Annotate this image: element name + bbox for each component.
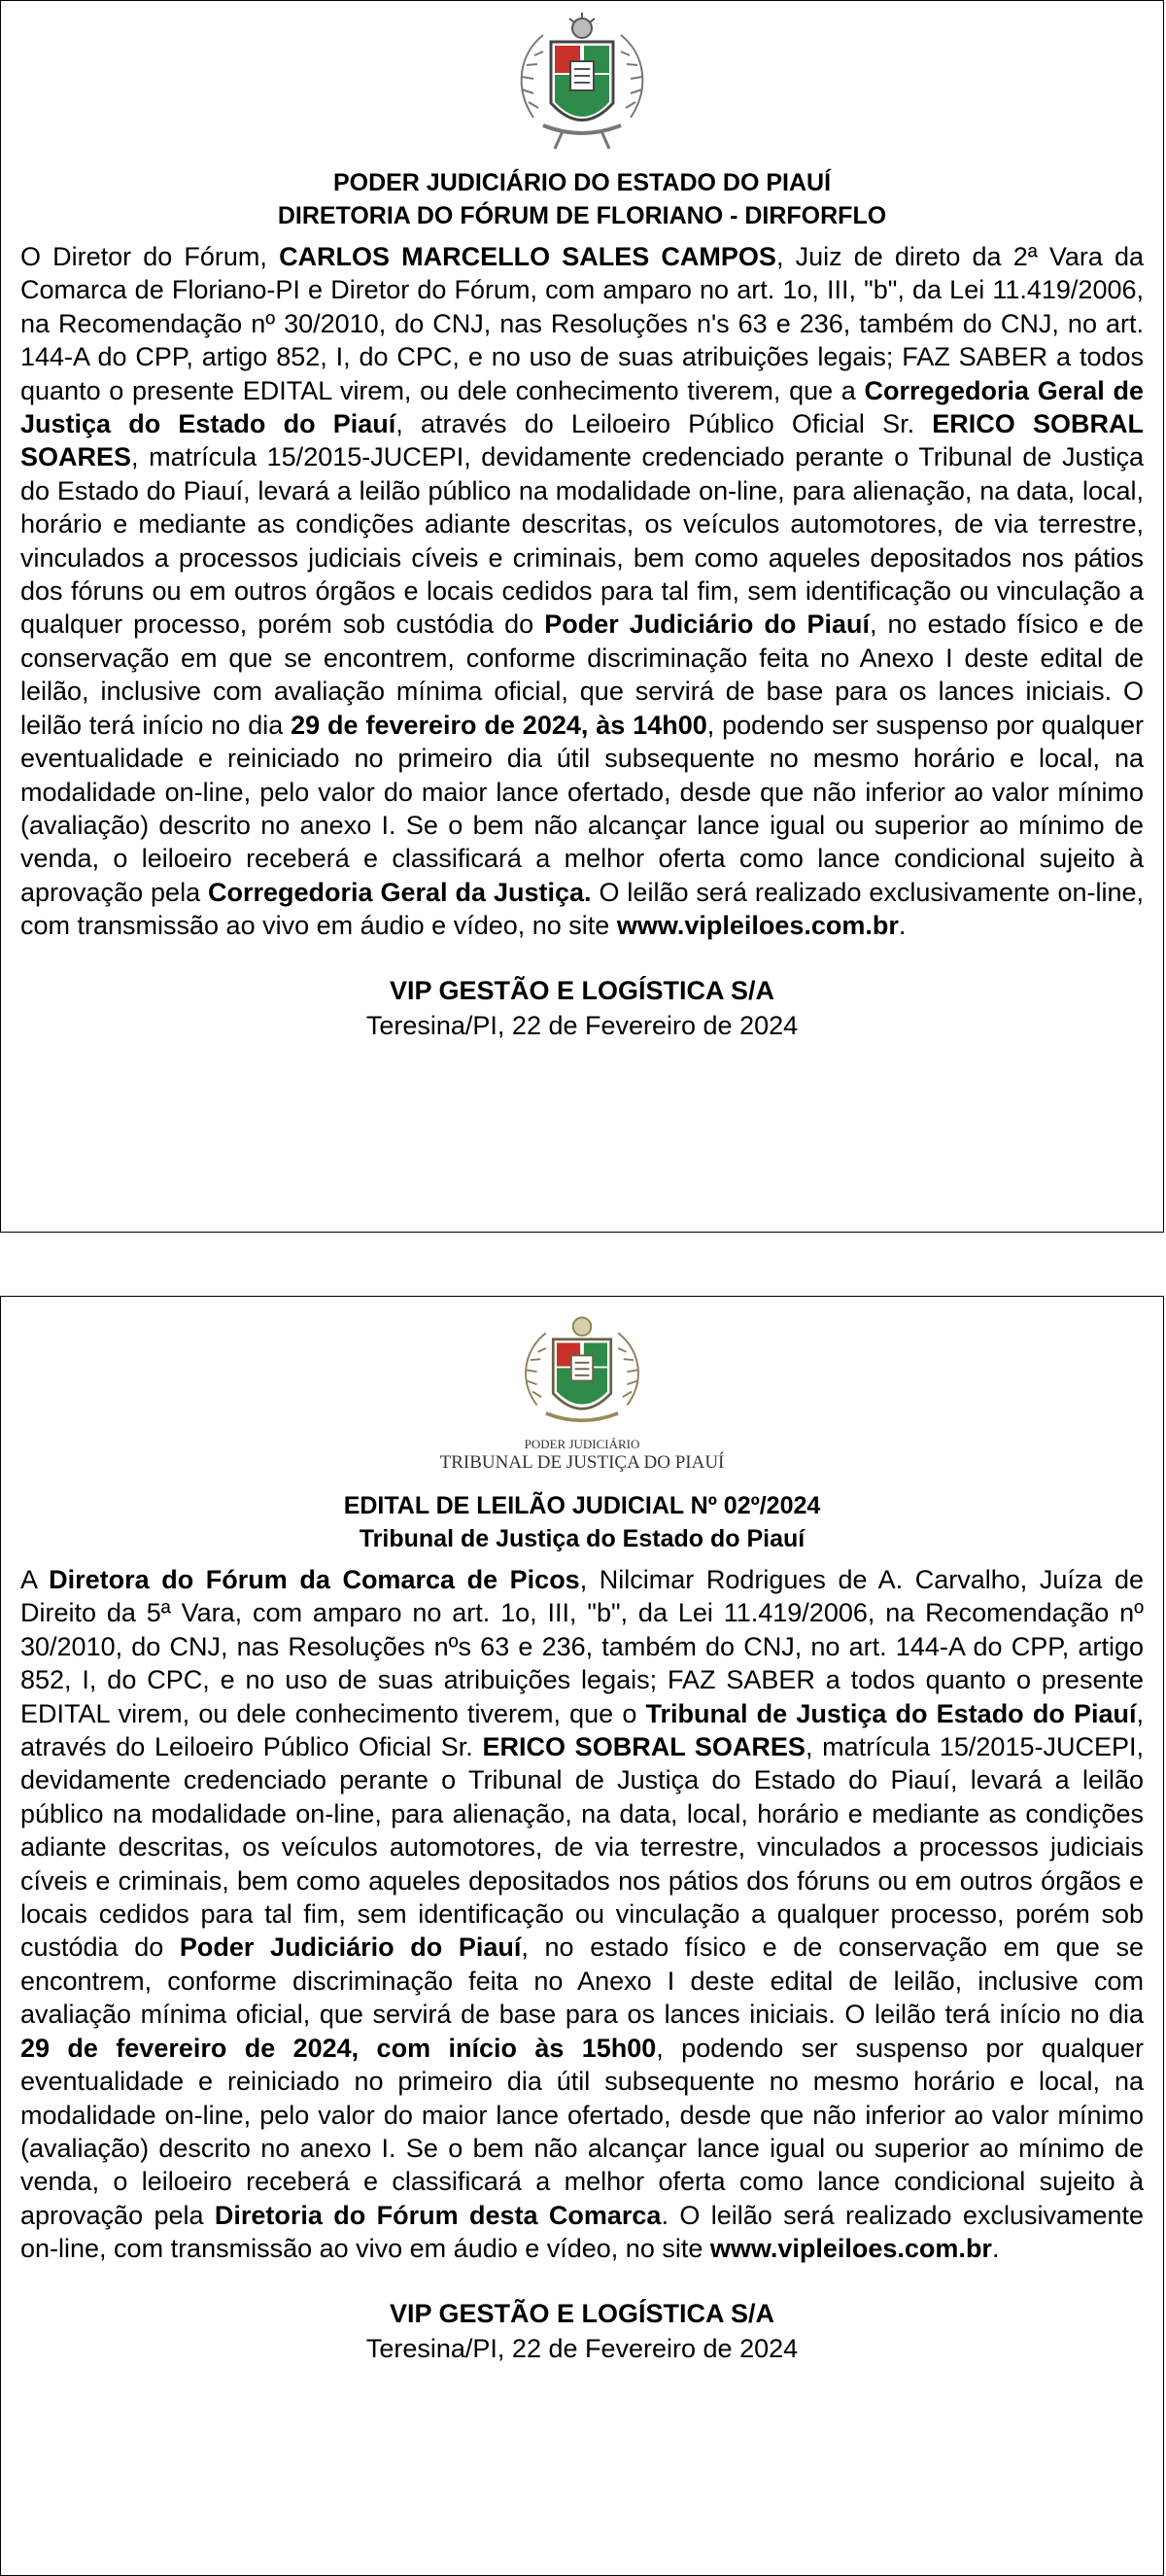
company-name: VIP GESTÃO E LOGÍSTICA S/A [389,2298,775,2328]
body-segment: , Nilcimar Rodrigues de A. Carvalho, Juíza de Direito da 5ª Vara, com amparo no art. 1o, III, "b", da Lei 11.419/2006, na Recomendação nº 30/2010, do CNJ, nas Resoluções nºs 63 e 236, também do CNJ, no art. 144-A do CPP, artigo 852, I, do CPC, e no uso de suas atribuições legais; FAZ SABER a todos quanto o presente EDITAL virem, ou dele conhecimento tiverem, que o [20,1565,1144,1728]
notice-picos [0,1296,1164,2576]
body-segment-bold: 29 de fevereiro de 2024, às 14h00 [291,710,707,740]
body-segment-bold: Corregedoria Geral de Justiça do Estado do Piauí [20,375,1144,439]
body-segment: , Juiz de direto da 2ª Vara da Comarca de Floriano-PI e Diretor do Fórum, com amparo no art. 1o, III, "b", da Lei 11.419/2006, na Recomendação nº 30/2010, do CNJ, nas Resoluções n's 63 e 236, também do CNJ, no art. 144-A do CPP, artigo 852, I, do CPC, e no uso de suas atribuições legais; FAZ SABER a todos quanto o presente EDITAL virem, ou dele conhecimento tiverem, que a [20,242,1145,405]
body-segment: , no estado físico e de conservação em que se encontrem, conforme discriminação feita no Anexo I deste edital de leilão, inclusive com avaliação mínima oficial, que servirá de base para os lances iniciais. O leilão terá início no dia [20,609,1144,740]
body-segment-bold: Diretoria do Fórum desta Comarca [214,2200,662,2230]
body-segment: O Diretor do Fórum, [20,242,280,271]
notice-floriano [0,0,1164,1233]
body-segment-bold: Poder Judiciário do Piauí [544,609,870,640]
body-segment: , podendo ser suspenso por qualquer eventualidade e reiniciado no primeiro dia útil subsequente no mesmo horário e local, na modalidade on-line, pelo valor do maior lance ofertado, desde que não inferior ao valor mínimo (avaliação) descrito no anexo I. Se o bem não alcançar lance igual ou superior ao mínimo de venda, o leiloeiro receberá e classificará a melhor oferta como lance condicional sujeito à aprovação pela [20,2033,1144,2230]
notice-heading-secondary: DIRETORIA DO FÓRUM DE FLORIANO - DIRFORFLO [277,202,887,229]
website-link-text: www.vipleiloes.com.br [616,911,899,941]
body-segment: , matrícula 15/2015-JUCEPI, devidamente credenciado perante o Tribunal de Justiça do Estado do Piauí, levará a leilão público na modalidade on-line, para alienação, na data, local, horário e mediante as condições adiante descritas, os veículos automotores, de via terrestre, vinculados a processos judiciais cíveis e criminais, bem como aqueles depositados nos pátios dos fóruns ou em outros órgãos e locais cedidos para tal fim, sem identificação ou vinculação a qualquer processo, porém sob custódia do [20,442,1144,640]
body-segment: A [20,1565,50,1594]
coat-of-arms-seal [509,1310,655,1437]
notice-body [20,1563,1144,2266]
court-name-heading: Tribunal de Justiça do Estado do Piauí [359,1525,806,1552]
body-segment-bold: Poder Judiciário do Piauí [179,1932,522,1963]
website-link-text: www.vipleiloes.com.br [709,2234,992,2264]
coat-of-arms-seal [504,11,660,157]
body-segment: . [898,911,907,941]
notice-heading-primary: PODER JUDICIÁRIO DO ESTADO DO PIAUÍ [332,169,832,196]
company-name: VIP GESTÃO E LOGÍSTICA S/A [389,975,775,1005]
body-segment-bold: 29 de fevereiro de 2024, com início às 15h00 [20,2033,657,2063]
body-segment-bold: Tribunal de Justiça do Estado do Piauí [645,1698,1137,1728]
body-segment-bold: Diretora do Fórum da Comarca de Picos [49,1565,580,1594]
body-segment: , através do Leiloeiro Público Oficial Sr. [395,409,933,439]
body-segment: , podendo ser suspenso por qualquer eventualidade e reiniciado no primeiro dia útil subsequente no mesmo horário e local, na modalidade on-line, pelo valor do maior lance ofertado, desde que não inferior ao valor mínimo (avaliação) descrito no anexo I. Se o bem não alcançar lance igual ou superior ao mínimo de venda, o leiloeiro receberá e classificará a melhor oferta como lance condicional sujeito à aprovação pela [20,710,1145,907]
body-segment: , no estado físico e de conservação em que se encontrem, conforme discriminação feita no Anexo I deste edital de leilão, inclusive com avaliação mínima oficial, que servirá de base para os lances iniciais. O leilão terá início no dia [20,1932,1144,2030]
body-segment: . [991,2234,1000,2264]
body-segment-bold: ERICO SOBRAL SOARES [20,409,1144,472]
body-segment: , através do Leiloeiro Público Oficial Sr. [20,1698,1144,1762]
place-and-date: Teresina/PI, 22 de Fevereiro de 2024 [365,2333,799,2363]
body-segment-bold: Corregedoria Geral da Justiça. [208,877,592,907]
seal-caption-top: PODER JUDICIÁRIO [524,1437,640,1451]
edital-title: EDITAL DE LEILÃO JUDICIAL Nº 02º/2024 [343,1492,821,1519]
place-and-date: Teresina/PI, 22 de Fevereiro de 2024 [365,1010,799,1040]
body-segment-bold: ERICO SOBRAL SOARES [482,1732,806,1762]
seal-caption-court: TRIBUNAL DE JUSTIÇA DO PIAUÍ [439,1452,725,1473]
body-segment: , matrícula 15/2015-JUCEPI, devidamente credenciado perante o Tribunal de Justiça do Estado do Piauí, levará a leilão público na modalidade on-line, para alienação, na data, local, horário e mediante as condições adiante descritas, os veículos automotores, de via terrestre, vinculados a processos judiciais cíveis e criminais, bem como aqueles depositados nos pátios dos fóruns ou em outros órgãos e locais cedidos para tal fim, sem identificação ou vinculação a qualquer processo, porém sob custódia do [20,1732,1144,1963]
body-segment: O leilão será realizado exclusivamente on-line, com transmissão ao vivo em áudio e vídeo, no site [20,877,1144,941]
notice-body [20,240,1144,943]
body-segment: . O leilão será realizado exclusivamente on-line, com transmissão ao vivo em áudio e vídeo, no site [20,2200,1145,2264]
body-segment-bold: CARLOS MARCELLO SALES CAMPOS [279,242,776,271]
